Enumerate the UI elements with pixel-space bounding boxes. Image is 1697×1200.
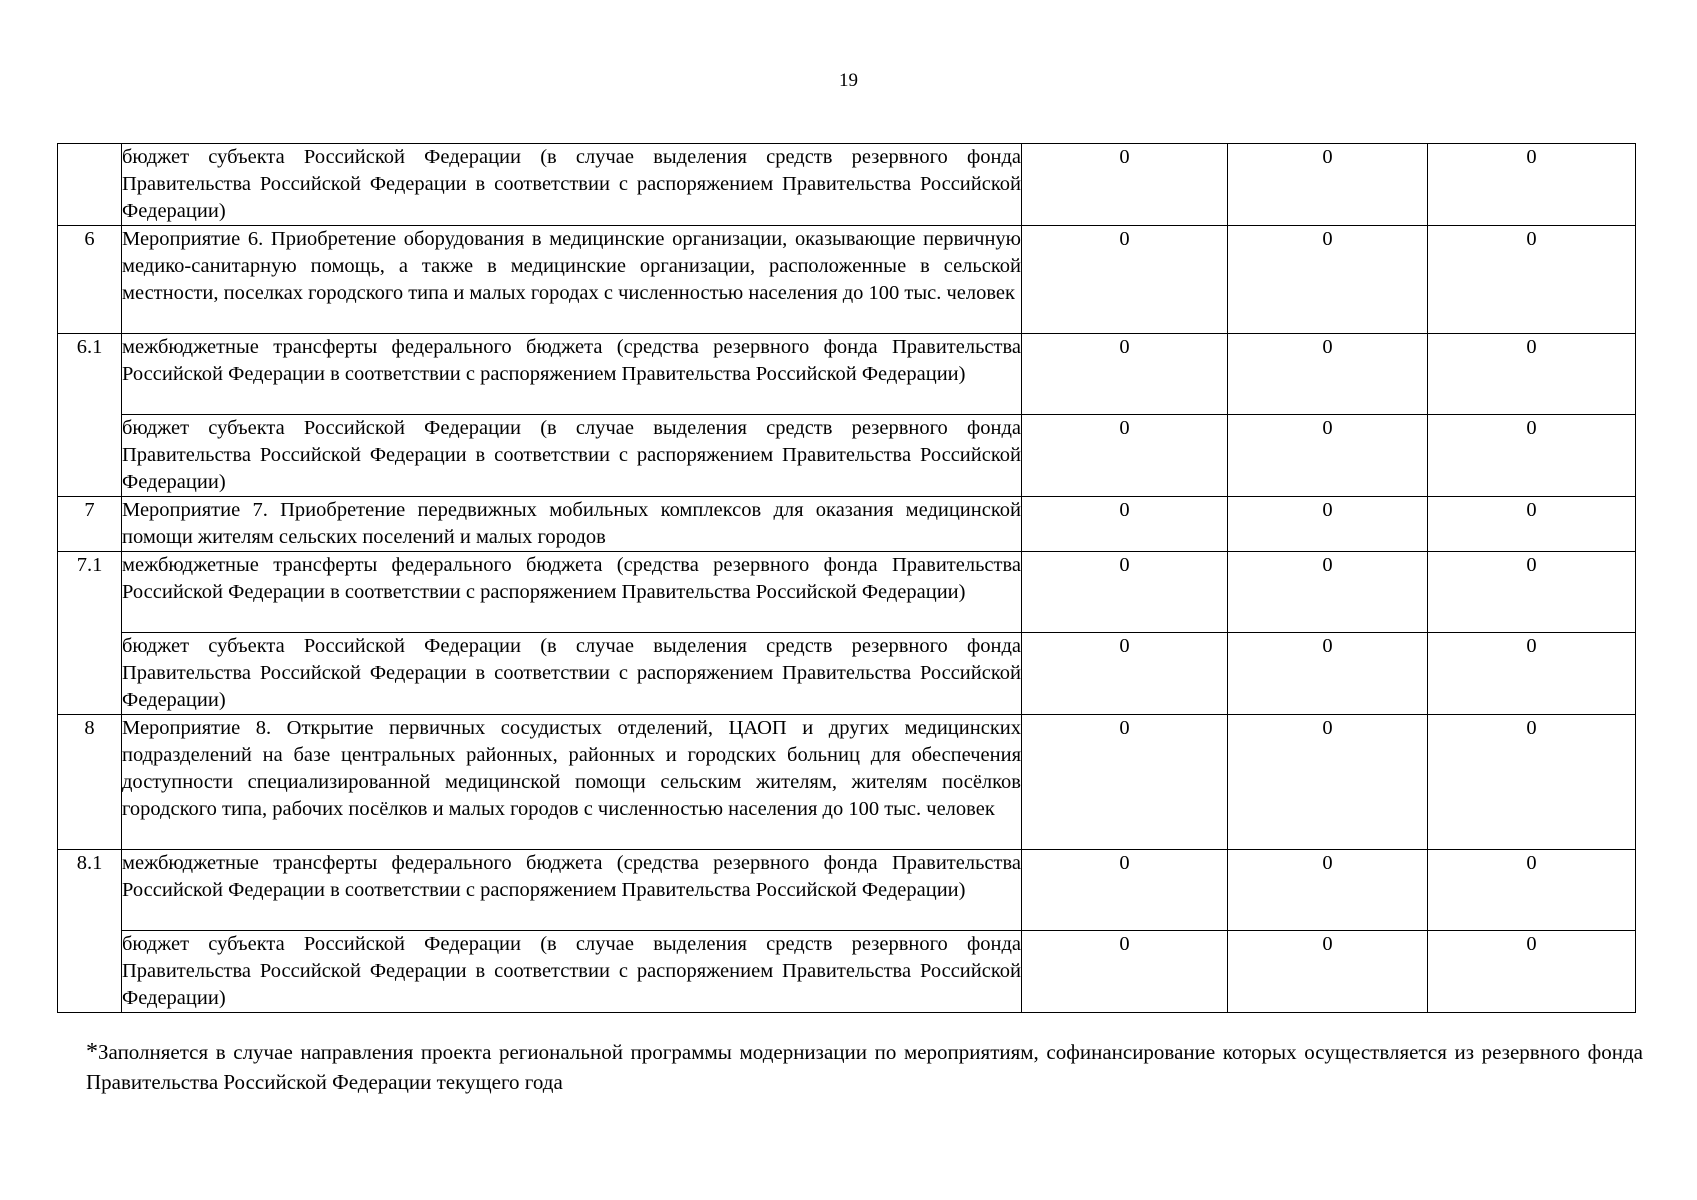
value-cell-3: 0 (1428, 850, 1636, 931)
table-row (58, 226, 1636, 334)
value-cell-1: 0 (1022, 226, 1228, 334)
table-row (58, 497, 1636, 552)
row-description: бюджет субъекта Российской Федерации (в случае выделения средств резервного фонда Правительства Российской Федерации в соответствии с распоряжением Правительства Российской Федерации) (122, 931, 1022, 1013)
value-cell-3: 0 (1428, 497, 1636, 552)
table-row (58, 144, 1636, 226)
row-number-cell: 7.1 (58, 552, 122, 715)
row-description: бюджет субъекта Российской Федерации (в случае выделения средств резервного фонда Правительства Российской Федерации в соответствии с распоряжением Правительства Российской Федерации) (122, 633, 1022, 715)
value-cell-3: 0 (1428, 715, 1636, 850)
table-row (58, 633, 1636, 715)
value-cell-3: 0 (1428, 226, 1636, 334)
row-number-cell (58, 144, 122, 226)
value-cell-1: 0 (1022, 552, 1228, 633)
funding-table (57, 143, 1636, 1013)
value-cell-3: 0 (1428, 552, 1636, 633)
value-cell-2: 0 (1228, 850, 1428, 931)
footnote (86, 1037, 1643, 1097)
value-cell-3: 0 (1428, 931, 1636, 1013)
page-number: 19 (839, 70, 858, 91)
value-cell-1: 0 (1022, 931, 1228, 1013)
row-description: межбюджетные трансферты федерального бюджета (средства резервного фонда Правительства Российской Федерации в соответствии с распоряжением Правительства Российской Федерации) (122, 850, 1022, 931)
table-row (58, 715, 1636, 850)
value-cell-3: 0 (1428, 334, 1636, 415)
table-row (58, 415, 1636, 497)
table-row (58, 552, 1636, 633)
row-number-cell: 6.1 (58, 334, 122, 497)
table-row (58, 334, 1636, 415)
row-description: Мероприятие 8. Открытие первичных сосудистых отделений, ЦАОП и других медицинских подразделений на базе центральных районных, районных и городских больниц для обеспечения доступности специализированной медицинской помощи сельским жителям, жителям посёлков городского типа, рабочих посёлков и малых городов с численностью населения до 100 тыс. человек (122, 715, 1022, 850)
value-cell-1: 0 (1022, 633, 1228, 715)
value-cell-2: 0 (1228, 633, 1428, 715)
table-row (58, 931, 1636, 1013)
value-cell-3: 0 (1428, 633, 1636, 715)
row-number-cell: 7 (58, 497, 122, 552)
value-cell-2: 0 (1228, 334, 1428, 415)
row-number-cell: 6 (58, 226, 122, 334)
value-cell-2: 0 (1228, 497, 1428, 552)
footnote-mark: * (86, 1039, 98, 1065)
row-description: бюджет субъекта Российской Федерации (в случае выделения средств резервного фонда Правительства Российской Федерации в соответствии с распоряжением Правительства Российской Федерации) (122, 144, 1022, 226)
row-description: межбюджетные трансферты федерального бюджета (средства резервного фонда Правительства Российской Федерации в соответствии с распоряжением Правительства Российской Федерации) (122, 552, 1022, 633)
value-cell-2: 0 (1228, 415, 1428, 497)
value-cell-1: 0 (1022, 415, 1228, 497)
value-cell-3: 0 (1428, 415, 1636, 497)
value-cell-1: 0 (1022, 334, 1228, 415)
value-cell-2: 0 (1228, 715, 1428, 850)
row-description: бюджет субъекта Российской Федерации (в случае выделения средств резервного фонда Правительства Российской Федерации в соответствии с распоряжением Правительства Российской Федерации) (122, 415, 1022, 497)
row-description: Мероприятие 6. Приобретение оборудования в медицинские организации, оказывающие первичную медико-санитарную помощь, а также в медицинские организации, расположенные в сельской местности, поселках городского типа и малых городах с численностью населения до 100 тыс. человек (122, 226, 1022, 334)
table-row (58, 850, 1636, 931)
value-cell-2: 0 (1228, 144, 1428, 226)
value-cell-2: 0 (1228, 931, 1428, 1013)
row-description: межбюджетные трансферты федерального бюджета (средства резервного фонда Правительства Российской Федерации в соответствии с распоряжением Правительства Российской Федерации) (122, 334, 1022, 415)
row-description: Мероприятие 7. Приобретение передвижных мобильных комплексов для оказания медицинской помощи жителям сельских поселений и малых городов (122, 497, 1022, 552)
row-number-cell: 8 (58, 715, 122, 850)
value-cell-2: 0 (1228, 226, 1428, 334)
row-number-cell: 8.1 (58, 850, 122, 1013)
value-cell-1: 0 (1022, 850, 1228, 931)
footnote-text: Заполняется в случае направления проекта региональной программы модернизации по мероприятиям, софинансирование которых осуществляется из резервного фонда Правительства Российской Федерации текущего года (86, 1040, 1643, 1094)
value-cell-3: 0 (1428, 144, 1636, 226)
value-cell-1: 0 (1022, 497, 1228, 552)
value-cell-2: 0 (1228, 552, 1428, 633)
value-cell-1: 0 (1022, 144, 1228, 226)
value-cell-1: 0 (1022, 715, 1228, 850)
